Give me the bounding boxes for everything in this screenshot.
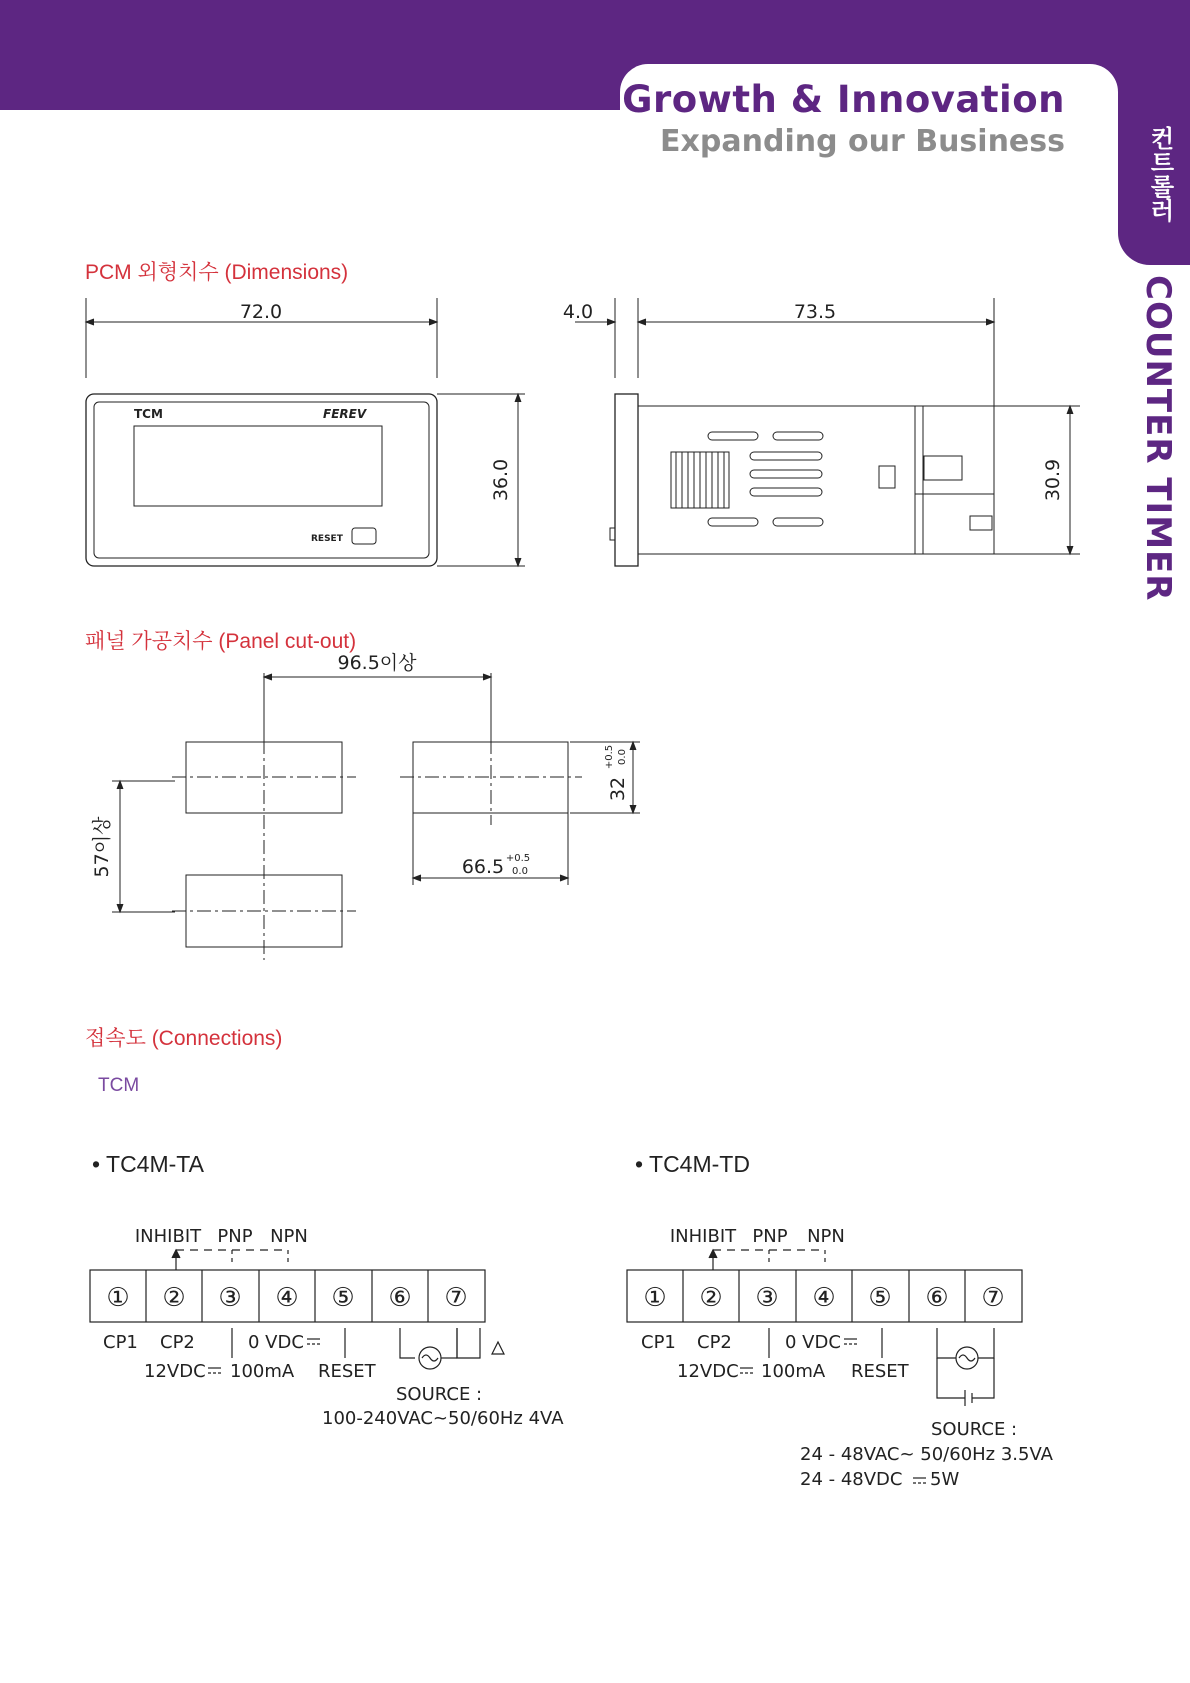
ta-terminal-7: ⑦ [444, 1283, 468, 1313]
front-logo-label: FEREV [323, 407, 367, 421]
ta-terminal-4: ④ [275, 1283, 299, 1313]
model-group-label: TCM [98, 1075, 140, 1096]
ta-terminal-1: ① [106, 1283, 130, 1313]
td-source-line-1: 24 - 48VAC~ 50/60Hz 3.5VA [800, 1444, 1053, 1465]
td-npn-label: NPN [807, 1226, 845, 1247]
side-height-label: 30.9 [1042, 458, 1064, 502]
dimensions-title: PCM 외형치수 (Dimensions) [85, 261, 349, 284]
td-terminal-4: ④ [812, 1283, 836, 1313]
td-100ma-label: 100mA [761, 1361, 826, 1382]
front-height-label: 36.0 [490, 458, 512, 502]
td-source-line-3: 5W [930, 1469, 960, 1490]
cutout-width-tol-minus: 0.0 [512, 866, 528, 877]
side-category-en: COUNTER TIMER [1138, 275, 1178, 602]
ta-12vdc-label: 12VDC [144, 1361, 206, 1382]
cutout-width-tol-plus: +0.5 [505, 853, 531, 864]
td-0vdc-label: 0 VDC [785, 1332, 841, 1353]
td-source-label: SOURCE : [931, 1419, 1018, 1440]
front-reset-label: RESET [311, 534, 343, 544]
ta-cp1-label: CP1 [103, 1332, 138, 1353]
td-cp2-label: CP2 [697, 1332, 732, 1353]
td-terminal-2: ② [699, 1283, 723, 1313]
dimensions-drawing [0, 280, 1110, 590]
cutout-height-tol-plus: +0.5 [604, 744, 615, 770]
td-pnp-label: PNP [752, 1226, 788, 1247]
front-brand-label: TCM [134, 407, 163, 421]
td-terminal-3: ③ [755, 1283, 779, 1313]
panel-cutout-title: 패널 가공치수 (Panel cut-out) [85, 630, 357, 653]
bezel-depth-label: 4.0 [562, 301, 594, 323]
connections-title: 접속도 (Connections) [85, 1027, 283, 1050]
ta-cp2-label: CP2 [160, 1332, 195, 1353]
td-inhibit-label: INHIBIT [669, 1226, 737, 1247]
cutout-height-tol-minus: 0.0 [617, 749, 628, 765]
td-terminal-5: ⑤ [868, 1283, 892, 1313]
ta-pnp-label: PNP [217, 1226, 253, 1247]
ta-100ma-label: 100mA [230, 1361, 295, 1382]
ta-source-line-1: 100-240VAC~50/60Hz 4VA [322, 1408, 564, 1429]
panel-cutout-drawing [0, 645, 700, 975]
ta-terminal-6: ⑥ [388, 1283, 412, 1313]
td-cp1-label: CP1 [641, 1332, 676, 1353]
model-td-label: • TC4M-TD [635, 1151, 750, 1177]
ta-npn-label: NPN [270, 1226, 308, 1247]
ta-reset-label: RESET [318, 1361, 376, 1382]
front-width-label: 72.0 [239, 301, 283, 323]
td-terminal-1: ① [643, 1283, 667, 1313]
slogan-main: Growth & Innovation [622, 78, 1065, 121]
cutout-h-pitch-label: 96.5이상 [337, 652, 417, 674]
td-terminal-7: ⑦ [981, 1283, 1005, 1313]
ta-terminal-5: ⑤ [331, 1283, 355, 1313]
connection-diagram-ta [80, 1210, 580, 1435]
side-category-ko: 컨트롤러 [1146, 126, 1174, 222]
cutout-v-pitch-label: 57이상 [91, 816, 113, 878]
body-depth-label: 73.5 [793, 301, 837, 323]
ta-terminal-3: ③ [218, 1283, 242, 1313]
ta-0vdc-label: 0 VDC [248, 1332, 304, 1353]
ta-inhibit-label: INHIBIT [134, 1226, 202, 1247]
td-reset-label: RESET [851, 1361, 909, 1382]
cutout-height-label: 32 [607, 776, 629, 802]
slogan-sub: Expanding our Business [660, 124, 1065, 159]
td-12vdc-label: 12VDC [677, 1361, 739, 1382]
ta-terminal-2: ② [162, 1283, 186, 1313]
connection-diagram-td [615, 1210, 1115, 1500]
cutout-width-label: 66.5 [461, 856, 505, 878]
td-terminal-6: ⑥ [925, 1283, 949, 1313]
ta-source-label: SOURCE : [396, 1384, 483, 1405]
td-source-line-2: 24 - 48VDC [800, 1469, 903, 1490]
model-ta-label: • TC4M-TA [92, 1151, 204, 1177]
